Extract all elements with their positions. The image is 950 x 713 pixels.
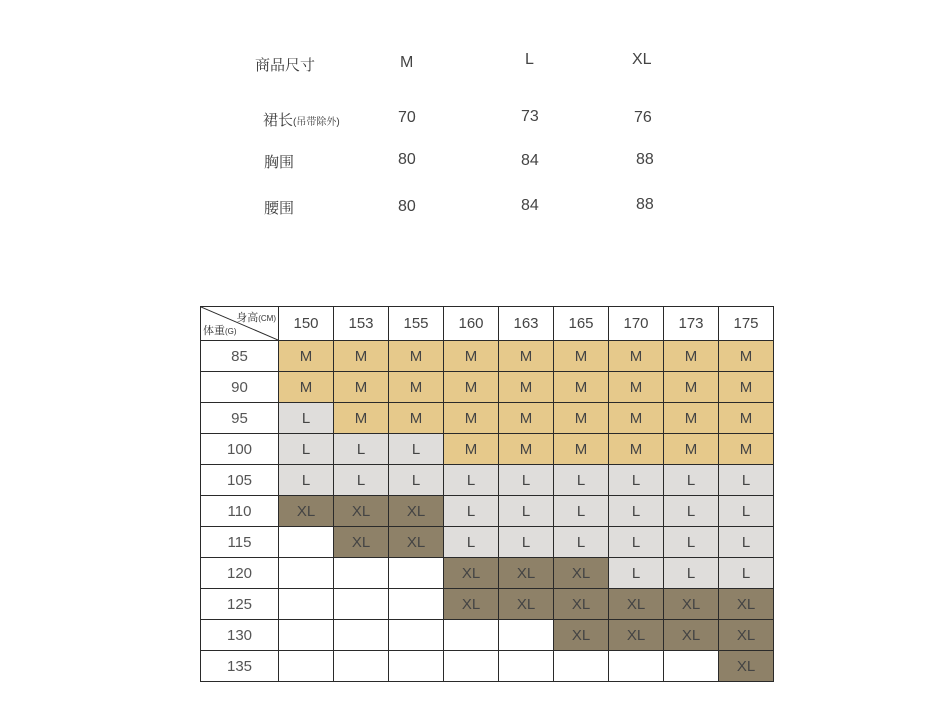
size-cell-l: L <box>334 465 389 496</box>
grid-header-row <box>201 307 774 341</box>
size-cell-m: M <box>664 372 719 403</box>
size-cell-m: M <box>444 403 499 434</box>
size-cell-empty <box>279 589 334 620</box>
size-cell-m: M <box>554 341 609 372</box>
size-cell-empty <box>279 620 334 651</box>
size-cell-l: L <box>609 527 664 558</box>
size-cell-m: M <box>609 341 664 372</box>
grid-row <box>201 589 774 620</box>
grid-row <box>201 372 774 403</box>
size-cell-l: L <box>554 465 609 496</box>
size-cell-xl: XL <box>444 558 499 589</box>
size-cell-empty <box>389 589 444 620</box>
size-cell-l: L <box>664 465 719 496</box>
size-cell-empty <box>664 651 719 682</box>
waist-l: 84 <box>521 197 539 214</box>
grid-row <box>201 651 774 682</box>
height-header: 165 <box>554 307 609 341</box>
size-cell-empty <box>389 651 444 682</box>
size-cell-xl: XL <box>499 589 554 620</box>
height-weight-grid <box>200 306 774 682</box>
size-header-l: L <box>525 51 534 68</box>
size-cell-xl: XL <box>554 620 609 651</box>
size-cell-l: L <box>719 527 774 558</box>
size-cell-m: M <box>444 341 499 372</box>
bust-m: 80 <box>398 151 416 168</box>
grid-row <box>201 558 774 589</box>
weight-label: 100 <box>201 434 279 465</box>
size-cell-m: M <box>719 341 774 372</box>
size-cell-m: M <box>719 434 774 465</box>
corner-weight-label: 体重(G) <box>203 325 237 337</box>
height-header: 175 <box>719 307 774 341</box>
size-cell-empty <box>279 651 334 682</box>
waist-m: 80 <box>398 198 416 215</box>
weight-label: 125 <box>201 589 279 620</box>
height-header: 170 <box>609 307 664 341</box>
weight-label: 130 <box>201 620 279 651</box>
weight-label: 115 <box>201 527 279 558</box>
size-cell-xl: XL <box>389 527 444 558</box>
size-cell-l: L <box>499 496 554 527</box>
size-cell-empty <box>279 527 334 558</box>
weight-label: 85 <box>201 341 279 372</box>
size-cell-m: M <box>554 403 609 434</box>
grid-row <box>201 527 774 558</box>
size-cell-l: L <box>609 465 664 496</box>
size-cell-xl: XL <box>444 589 499 620</box>
size-cell-l: L <box>279 465 334 496</box>
weight-label: 95 <box>201 403 279 434</box>
size-cell-l: L <box>444 527 499 558</box>
size-cell-l: L <box>719 558 774 589</box>
size-cell-m: M <box>664 341 719 372</box>
size-cell-l: L <box>609 496 664 527</box>
size-cell-empty <box>334 651 389 682</box>
size-cell-m: M <box>719 403 774 434</box>
size-cell-m: M <box>499 372 554 403</box>
row-label-bust: 胸围 <box>264 154 295 171</box>
size-cell-m: M <box>444 434 499 465</box>
size-cell-m: M <box>664 434 719 465</box>
size-cell-m: M <box>499 341 554 372</box>
size-cell-l: L <box>334 434 389 465</box>
size-cell-m: M <box>279 341 334 372</box>
size-table-header-label: 商品尺寸 <box>255 57 316 74</box>
grid-row <box>201 403 774 434</box>
size-cell-l: L <box>389 434 444 465</box>
size-cell-m: M <box>334 403 389 434</box>
height-header: 155 <box>389 307 444 341</box>
size-cell-l: L <box>664 558 719 589</box>
size-cell-m: M <box>499 434 554 465</box>
size-cell-m: M <box>389 372 444 403</box>
waist-xl: 88 <box>636 196 654 213</box>
grid-row <box>201 496 774 527</box>
length-m: 70 <box>398 109 416 126</box>
size-cell-m: M <box>609 403 664 434</box>
size-cell-xl: XL <box>719 589 774 620</box>
size-cell-m: M <box>334 341 389 372</box>
size-cell-m: M <box>609 434 664 465</box>
size-cell-m: M <box>279 372 334 403</box>
size-cell-l: L <box>499 527 554 558</box>
size-header-xl: XL <box>632 51 652 68</box>
size-cell-empty <box>334 558 389 589</box>
size-cell-empty <box>444 651 499 682</box>
size-cell-m: M <box>609 372 664 403</box>
weight-label: 90 <box>201 372 279 403</box>
size-cell-xl: XL <box>554 589 609 620</box>
size-cell-xl: XL <box>719 651 774 682</box>
length-l: 73 <box>521 108 539 125</box>
grid-row <box>201 465 774 496</box>
size-cell-m: M <box>389 341 444 372</box>
size-cell-xl: XL <box>334 496 389 527</box>
size-cell-empty <box>499 651 554 682</box>
grid-corner-cell <box>201 307 279 341</box>
weight-label: 135 <box>201 651 279 682</box>
grid-row <box>201 434 774 465</box>
size-cell-m: M <box>719 372 774 403</box>
size-cell-m: M <box>334 372 389 403</box>
bust-l: 84 <box>521 152 539 169</box>
height-header: 163 <box>499 307 554 341</box>
size-cell-m: M <box>664 403 719 434</box>
size-cell-xl: XL <box>664 620 719 651</box>
size-cell-l: L <box>279 403 334 434</box>
size-cell-l: L <box>719 496 774 527</box>
height-header: 160 <box>444 307 499 341</box>
size-cell-empty <box>334 589 389 620</box>
height-header: 150 <box>279 307 334 341</box>
size-cell-xl: XL <box>499 558 554 589</box>
size-cell-l: L <box>554 527 609 558</box>
size-cell-empty <box>554 651 609 682</box>
size-cell-l: L <box>444 465 499 496</box>
size-cell-m: M <box>554 434 609 465</box>
size-cell-empty <box>444 620 499 651</box>
size-cell-l: L <box>554 496 609 527</box>
size-cell-empty <box>389 620 444 651</box>
size-cell-m: M <box>444 372 499 403</box>
size-cell-l: L <box>279 434 334 465</box>
size-cell-l: L <box>664 496 719 527</box>
size-cell-m: M <box>499 403 554 434</box>
size-cell-empty <box>389 558 444 589</box>
size-cell-l: L <box>499 465 554 496</box>
weight-label: 105 <box>201 465 279 496</box>
size-cell-empty <box>279 558 334 589</box>
grid-row <box>201 341 774 372</box>
size-cell-l: L <box>609 558 664 589</box>
size-cell-empty <box>609 651 664 682</box>
height-header: 173 <box>664 307 719 341</box>
size-cell-xl: XL <box>719 620 774 651</box>
size-cell-l: L <box>719 465 774 496</box>
size-cell-empty <box>499 620 554 651</box>
size-cell-l: L <box>664 527 719 558</box>
size-cell-xl: XL <box>609 620 664 651</box>
size-cell-l: L <box>444 496 499 527</box>
weight-label: 120 <box>201 558 279 589</box>
corner-height-label: 身高(CM) <box>236 312 276 324</box>
size-cell-xl: XL <box>389 496 444 527</box>
size-cell-xl: XL <box>664 589 719 620</box>
size-cell-xl: XL <box>609 589 664 620</box>
size-cell-xl: XL <box>334 527 389 558</box>
bust-xl: 88 <box>636 151 654 168</box>
size-cell-m: M <box>554 372 609 403</box>
row-label-length: 裙长(吊带除外) <box>263 112 340 129</box>
size-header-m: M <box>400 54 414 71</box>
weight-label: 110 <box>201 496 279 527</box>
height-header: 153 <box>334 307 389 341</box>
size-cell-xl: XL <box>279 496 334 527</box>
size-cell-l: L <box>389 465 444 496</box>
row-label-waist: 腰围 <box>264 200 295 217</box>
length-xl: 76 <box>634 109 652 126</box>
size-cell-empty <box>334 620 389 651</box>
size-cell-xl: XL <box>554 558 609 589</box>
grid-row <box>201 620 774 651</box>
size-cell-m: M <box>389 403 444 434</box>
